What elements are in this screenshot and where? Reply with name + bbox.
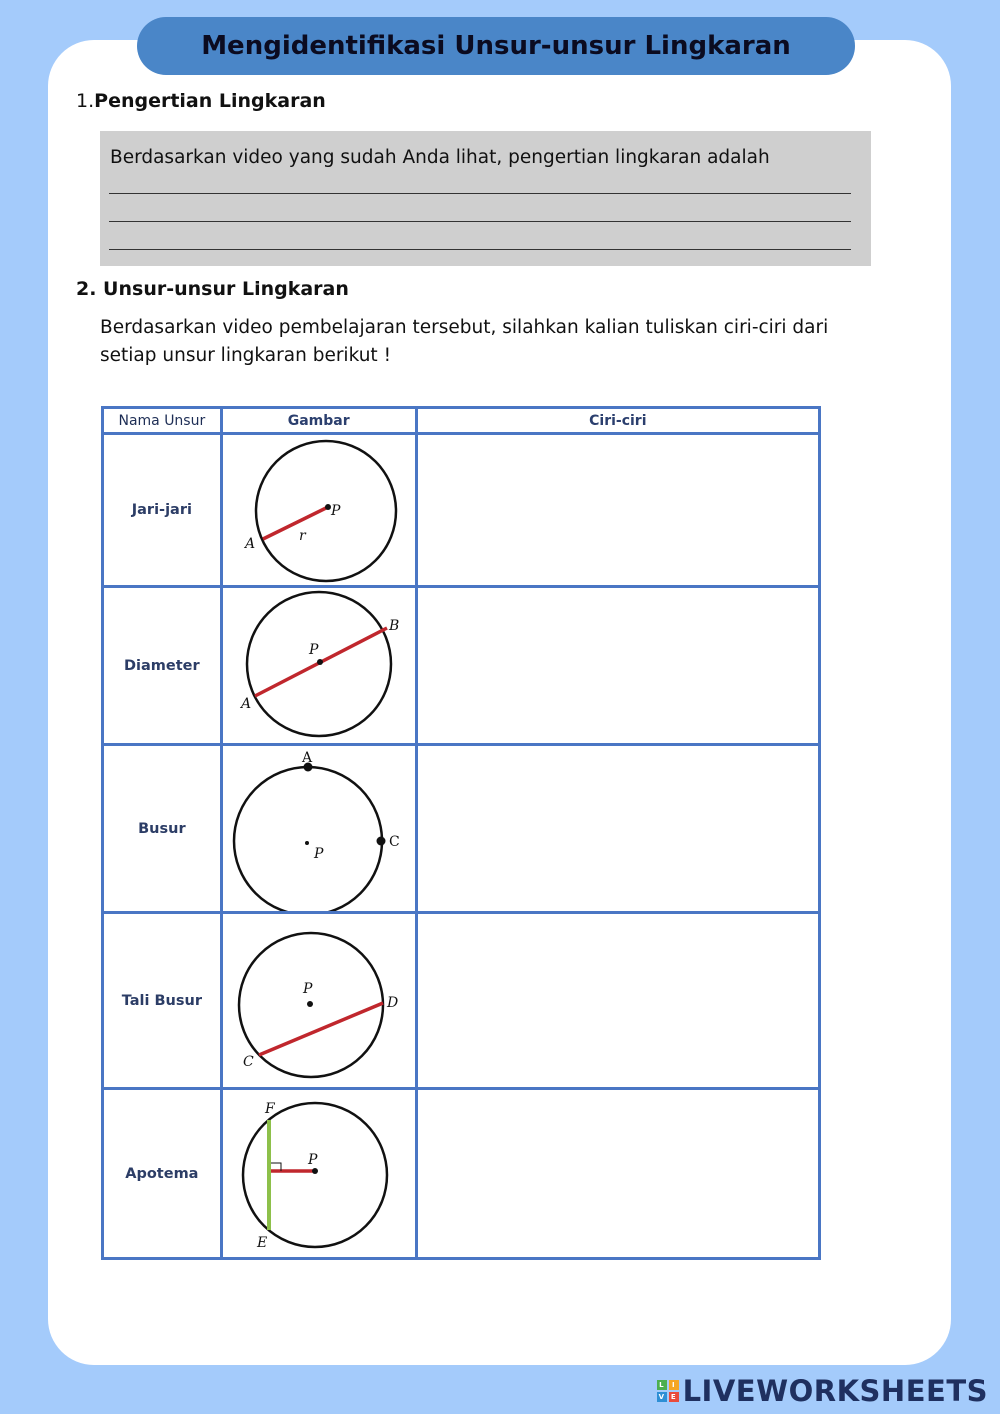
- point-label: A: [302, 750, 313, 766]
- point-label: E: [256, 1235, 267, 1251]
- section1-number: 1.: [76, 90, 95, 112]
- section1-label: Pengertian Lingkaran: [94, 90, 326, 112]
- row-name-jari-jari: Jari-jari: [103, 434, 222, 587]
- arc-figure: [221, 745, 416, 913]
- apothem-diagram: [229, 1091, 409, 1256]
- arc-diagram: [226, 746, 411, 911]
- answer-line[interactable]: [109, 193, 851, 194]
- point-label: C: [243, 1053, 254, 1070]
- point-label: A: [244, 536, 255, 552]
- point-label: P: [314, 846, 324, 862]
- apothem-figure: [221, 1089, 416, 1259]
- diameter-diagram: [229, 588, 409, 743]
- point-label: P: [308, 642, 319, 658]
- point-label: D: [387, 994, 399, 1011]
- answer-cell[interactable]: [416, 587, 819, 745]
- table-row: [103, 1089, 820, 1259]
- logo-letter: I: [669, 1380, 679, 1390]
- logo-letter: L: [657, 1380, 667, 1390]
- section1-heading: [76, 90, 326, 112]
- point-label: r: [298, 528, 306, 544]
- table-row: [103, 587, 820, 745]
- answer-cell[interactable]: [416, 745, 819, 913]
- header-ciri-ciri: Ciri-ciri: [416, 408, 819, 434]
- radius-diagram: [229, 435, 409, 585]
- point-label: B: [388, 618, 399, 634]
- table-row: [103, 745, 820, 913]
- point-label: A: [240, 696, 251, 712]
- row-name-apotema: Apotema: [103, 1089, 222, 1259]
- answer-cell[interactable]: [416, 434, 819, 587]
- liveworksheets-text: LIVEWORKSHEETS: [682, 1374, 988, 1408]
- logo-letter: V: [657, 1392, 667, 1402]
- point-label: P: [303, 980, 313, 997]
- chord-diagram: [226, 921, 411, 1081]
- liveworksheets-brand: [657, 1374, 988, 1408]
- page-title-text: Mengidentifikasi Unsur-unsur Lingkaran: [201, 31, 791, 61]
- page-title: [137, 17, 855, 75]
- chord-figure: [221, 913, 416, 1089]
- header-gambar: Gambar: [221, 408, 416, 434]
- point-label: C: [389, 834, 400, 850]
- point-label: P: [330, 503, 341, 519]
- answer-line[interactable]: [109, 221, 851, 222]
- point-label: F: [264, 1101, 275, 1117]
- header-nama-unsur: Nama Unsur: [103, 408, 222, 434]
- answer-cell[interactable]: [416, 913, 819, 1089]
- table-header-row: [103, 408, 820, 434]
- answer-cell[interactable]: [416, 1089, 819, 1259]
- point-label: P: [307, 1152, 318, 1168]
- row-name-tali-busur: Tali Busur: [103, 913, 222, 1089]
- elements-table: [101, 406, 821, 1260]
- answer-line[interactable]: [109, 249, 851, 250]
- diameter-figure: [221, 587, 416, 745]
- row-name-busur: Busur: [103, 745, 222, 913]
- definition-answer-box[interactable]: [100, 131, 871, 266]
- definition-prompt: Berdasarkan video yang sudah Anda lihat, pengertian lingkaran adalah: [110, 147, 770, 168]
- section2-heading: 2. Unsur-unsur Lingkaran: [76, 278, 349, 300]
- liveworksheets-logo-icon: [657, 1380, 679, 1402]
- table-row: [103, 434, 820, 587]
- row-name-diameter: Diameter: [103, 587, 222, 745]
- section2-description: Berdasarkan video pembelajaran tersebut, silahkan kalian tuliskan ciri-ciri dari setiap unsur lingkaran berikut !: [100, 317, 829, 366]
- logo-letter: E: [669, 1392, 679, 1402]
- table-row: [103, 913, 820, 1089]
- radius-figure: [221, 434, 416, 587]
